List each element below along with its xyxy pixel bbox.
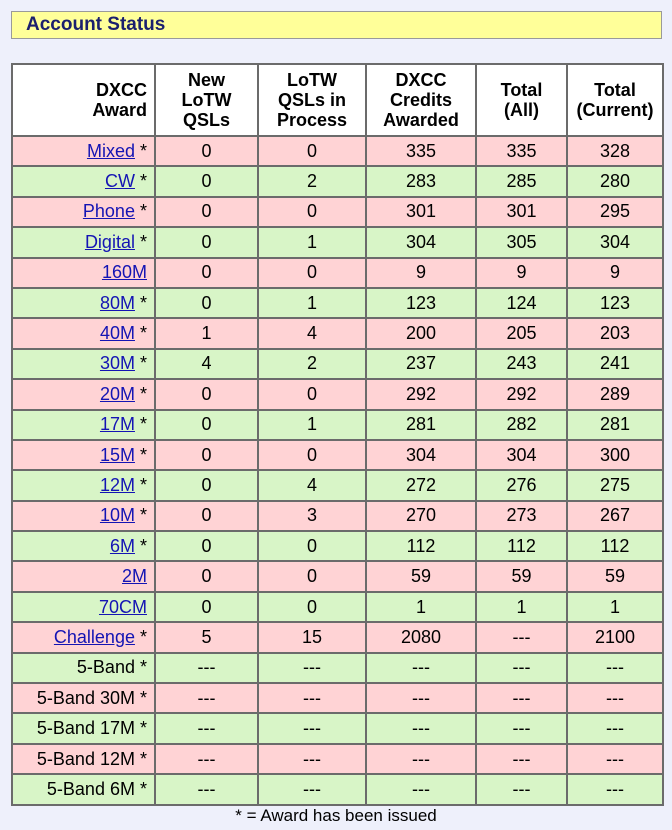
total-all-cell: 1 [476,592,567,622]
total-current-cell: 267 [567,501,663,531]
award-cell [12,227,155,257]
award-cell [12,349,155,379]
total-current-cell: 280 [567,166,663,196]
total-current-cell: 112 [567,531,663,561]
award-issued-marker: * [139,231,147,252]
award-link[interactable]: 2M [121,566,147,587]
total-all-cell: 273 [476,501,567,531]
total-all-cell: 124 [476,288,567,318]
qsls-in-process-cell: --- [258,713,366,743]
total-current-cell: 203 [567,318,663,348]
table-row [12,379,663,409]
award-cell [12,622,155,652]
table-row [12,683,663,713]
total-all-cell: 243 [476,349,567,379]
award-cell [12,318,155,348]
credits-awarded-cell: 272 [366,470,476,500]
award-issued-marker: * [139,505,147,526]
award-link[interactable]: 40M [99,323,135,344]
credits-awarded-cell: 281 [366,410,476,440]
header-new-lotw-qsls: New LoTW QSLs [155,64,258,136]
total-all-cell: 276 [476,470,567,500]
total-current-cell: 241 [567,349,663,379]
award-issued-marker: * [139,474,147,495]
award-cell [12,653,155,683]
new-lotw-qsls-cell: 1 [155,318,258,348]
qsls-in-process-cell: 0 [258,592,366,622]
award-issued-marker: * [139,323,147,344]
new-lotw-qsls-cell: --- [155,713,258,743]
award-issued-marker: * [139,414,147,435]
new-lotw-qsls-cell: 0 [155,379,258,409]
award-issued-marker: * [139,687,147,708]
total-current-cell: 1 [567,592,663,622]
total-current-cell: 275 [567,470,663,500]
award-issued-marker: * [139,748,147,769]
award-cell [12,744,155,774]
total-all-cell: 282 [476,410,567,440]
qsls-in-process-cell: 1 [258,227,366,257]
table-row [12,440,663,470]
qsls-in-process-cell: 0 [258,258,366,288]
award-cell [12,288,155,318]
total-all-cell: 304 [476,440,567,470]
award-cell [12,197,155,227]
total-current-cell: 300 [567,440,663,470]
header-row [12,64,663,136]
credits-awarded-cell: 304 [366,440,476,470]
total-current-cell: --- [567,683,663,713]
total-all-cell: 285 [476,166,567,196]
new-lotw-qsls-cell: 0 [155,470,258,500]
table-row [12,531,663,561]
credits-awarded-cell: --- [366,713,476,743]
credits-awarded-cell: 301 [366,197,476,227]
credits-awarded-cell: --- [366,774,476,804]
award-link[interactable]: Challenge [53,626,135,647]
award-name: 5-Band 30M [36,687,135,708]
award-issued-marker: * [139,353,147,374]
award-link[interactable]: 30M [99,353,135,374]
award-issued-marker: * [139,626,147,647]
total-all-cell: 305 [476,227,567,257]
account-status-table [11,63,664,806]
total-all-cell: 292 [476,379,567,409]
new-lotw-qsls-cell: 0 [155,258,258,288]
award-link[interactable]: Mixed [86,140,135,161]
table-row [12,258,663,288]
award-name: 5-Band [76,657,135,678]
total-current-cell: 59 [567,561,663,591]
total-all-cell: 59 [476,561,567,591]
credits-awarded-cell: --- [366,744,476,774]
new-lotw-qsls-cell: 0 [155,592,258,622]
table-row [12,227,663,257]
qsls-in-process-cell: 0 [258,197,366,227]
credits-awarded-cell: 292 [366,379,476,409]
credits-awarded-cell: 1 [366,592,476,622]
qsls-in-process-cell: 0 [258,440,366,470]
award-issued-marker: * [139,292,147,313]
total-current-cell: --- [567,653,663,683]
award-issued-marker: * [139,383,147,404]
table-row [12,197,663,227]
new-lotw-qsls-cell: 0 [155,227,258,257]
table-row [12,774,663,804]
credits-awarded-cell: 335 [366,136,476,166]
award-name: 5-Band 12M [36,748,135,769]
qsls-in-process-cell: 0 [258,379,366,409]
award-link[interactable]: 80M [99,292,135,313]
total-all-cell: --- [476,653,567,683]
new-lotw-qsls-cell: --- [155,774,258,804]
award-issued-marker: * [139,657,147,678]
header-total-current: Total (Current) [567,64,663,136]
table-row [12,744,663,774]
total-current-cell: 304 [567,227,663,257]
total-current-cell: 281 [567,410,663,440]
qsls-in-process-cell: 4 [258,470,366,500]
award-cell [12,379,155,409]
total-all-cell: 9 [476,258,567,288]
award-issued-marker: * [139,778,147,799]
total-current-cell: 289 [567,379,663,409]
credits-awarded-cell: 9 [366,258,476,288]
award-cell [12,561,155,591]
award-cell [12,683,155,713]
new-lotw-qsls-cell: 5 [155,622,258,652]
credits-awarded-cell: --- [366,653,476,683]
award-link[interactable]: 70CM [98,596,147,617]
new-lotw-qsls-cell: 0 [155,197,258,227]
credits-awarded-cell: 123 [366,288,476,318]
award-cell [12,410,155,440]
table-row [12,318,663,348]
total-current-cell: 295 [567,197,663,227]
award-issued-marker: * [139,444,147,465]
award-name: 5-Band 6M [46,778,135,799]
table-row [12,349,663,379]
award-issued-marker: * [139,201,147,222]
header-dxcc-award: DXCC Award [12,64,155,136]
award-cell [12,592,155,622]
credits-awarded-cell: 112 [366,531,476,561]
credits-awarded-cell: 304 [366,227,476,257]
total-all-cell: 335 [476,136,567,166]
table-row [12,501,663,531]
total-all-cell: 205 [476,318,567,348]
award-issued-marker: * [139,140,147,161]
award-cell [12,136,155,166]
award-issued-marker: * [139,718,147,739]
new-lotw-qsls-cell: 0 [155,166,258,196]
award-link[interactable]: 15M [99,444,135,465]
total-all-cell: --- [476,683,567,713]
new-lotw-qsls-cell: 0 [155,501,258,531]
qsls-in-process-cell: 0 [258,531,366,561]
total-all-cell: 301 [476,197,567,227]
award-link[interactable]: 12M [99,474,135,495]
qsls-in-process-cell: 1 [258,410,366,440]
award-link[interactable]: 20M [99,383,135,404]
qsls-in-process-cell: --- [258,653,366,683]
award-name: 5-Band 17M [36,718,135,739]
total-all-cell: --- [476,774,567,804]
award-link[interactable]: CW [104,171,135,192]
award-cell [12,501,155,531]
award-issued-footnote: * = Award has been issued [235,806,437,825]
qsls-in-process-cell: 15 [258,622,366,652]
total-all-cell: --- [476,622,567,652]
credits-awarded-cell: 283 [366,166,476,196]
award-cell [12,774,155,804]
qsls-in-process-cell: 2 [258,349,366,379]
total-current-cell: 2100 [567,622,663,652]
total-all-cell: --- [476,713,567,743]
new-lotw-qsls-cell: 0 [155,136,258,166]
award-cell [12,531,155,561]
qsls-in-process-cell: 3 [258,501,366,531]
total-current-cell: 123 [567,288,663,318]
credits-awarded-cell: 59 [366,561,476,591]
new-lotw-qsls-cell: --- [155,744,258,774]
header-total-all: Total (All) [476,64,567,136]
qsls-in-process-cell: --- [258,774,366,804]
table-row [12,561,663,591]
new-lotw-qsls-cell: 0 [155,440,258,470]
total-all-cell: --- [476,744,567,774]
total-current-cell: 328 [567,136,663,166]
qsls-in-process-cell: 2 [258,166,366,196]
qsls-in-process-cell: --- [258,744,366,774]
award-link[interactable]: Digital [84,231,135,252]
credits-awarded-cell: 200 [366,318,476,348]
table-row [12,622,663,652]
total-all-cell: 112 [476,531,567,561]
award-issued-marker: * [139,535,147,556]
table-row [12,653,663,683]
award-link[interactable]: 160M [101,262,147,283]
credits-awarded-cell: 270 [366,501,476,531]
header-lotw-qsls-in-process: LoTW QSLs in Process [258,64,366,136]
award-cell [12,470,155,500]
table-row [12,470,663,500]
qsls-in-process-cell: --- [258,683,366,713]
credits-awarded-cell: --- [366,683,476,713]
credits-awarded-cell: 2080 [366,622,476,652]
table-row [12,592,663,622]
award-link[interactable]: 17M [99,414,135,435]
new-lotw-qsls-cell: --- [155,683,258,713]
new-lotw-qsls-cell: 0 [155,531,258,561]
qsls-in-process-cell: 4 [258,318,366,348]
award-cell [12,166,155,196]
award-link[interactable]: Phone [82,201,135,222]
table-row [12,136,663,166]
award-link[interactable]: 10M [99,505,135,526]
new-lotw-qsls-cell: 4 [155,349,258,379]
award-cell [12,258,155,288]
total-current-cell: --- [567,774,663,804]
award-link[interactable]: 6M [109,535,135,556]
total-current-cell: 9 [567,258,663,288]
credits-awarded-cell: 237 [366,349,476,379]
qsls-in-process-cell: 0 [258,136,366,166]
new-lotw-qsls-cell: 0 [155,288,258,318]
new-lotw-qsls-cell: --- [155,653,258,683]
table-row [12,288,663,318]
award-issued-marker: * [139,171,147,192]
header-dxcc-credits-awarded: DXCC Credits Awarded [366,64,476,136]
new-lotw-qsls-cell: 0 [155,561,258,591]
table-row [12,166,663,196]
account-status-title: Account Status [11,11,662,39]
table-row [12,410,663,440]
total-current-cell: --- [567,744,663,774]
qsls-in-process-cell: 0 [258,561,366,591]
qsls-in-process-cell: 1 [258,288,366,318]
table-row [12,713,663,743]
award-cell [12,440,155,470]
award-cell [12,713,155,743]
new-lotw-qsls-cell: 0 [155,410,258,440]
total-current-cell: --- [567,713,663,743]
